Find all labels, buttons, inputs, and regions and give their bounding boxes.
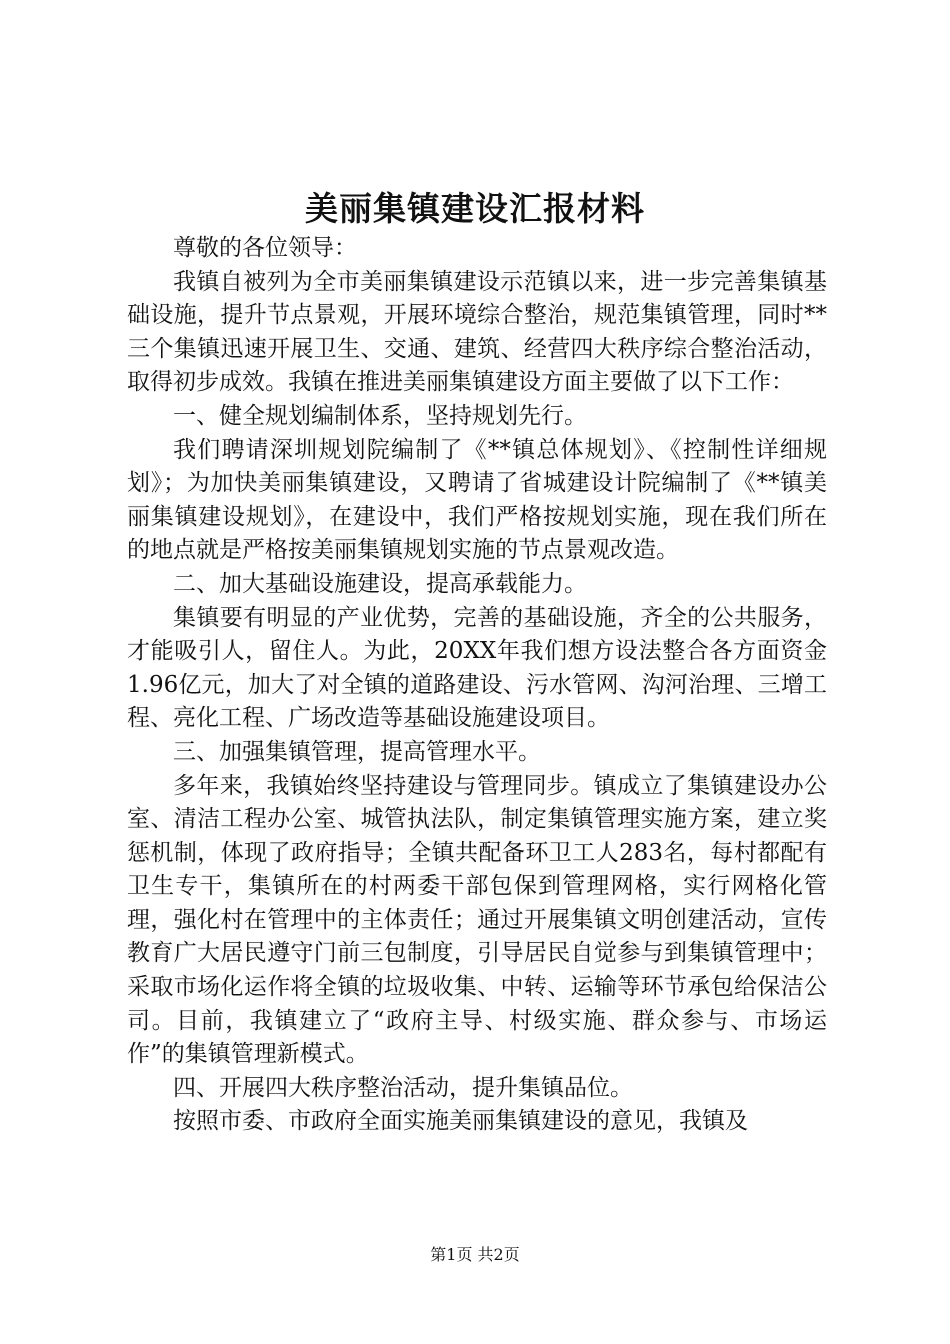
document-body [127, 232, 827, 1139]
document-title: 美丽集镇建设汇报材料 [305, 189, 645, 228]
section-heading-4: 四、开展四大秩序整治活动，提升集镇品位。 [173, 1074, 633, 1101]
section-paragraph-4: 按照市委、市政府全面实施美丽集镇建设的意见，我镇及 [173, 1108, 748, 1135]
section-heading-3: 三、加强集镇管理，提高管理水平。 [173, 738, 541, 765]
intro-paragraph: 我镇自被列为全市美丽集镇建设示范镇以来，进一步完善集镇基础设施，提升节点景观，开展环境综合整治，规范集镇管理，同时**三个集镇迅速开展卫生、交通、建筑、经营四大秩序综合整治活动，取得初步成效。我镇在推进美丽集镇建设方面主要做了以下工作： [127, 268, 827, 396]
section-paragraph-3: 多年来，我镇始终坚持建设与管理同步。镇成立了集镇建设办公室、清洁工程办公室、城管执法队，制定集镇管理实施方案，建立奖惩机制，体现了政府指导；全镇共配备环卫工人283名，每村都配有卫生专干，集镇所在的村两委干部包保到管理网格，实行网格化管理，强化村在管理中的主体责任；通过开展集镇文明创建活动，宣传教育广大居民遵守门前三包制度，引导居民自觉参与到集镇管理中；采取市场化运作将全镇的垃圾收集、中转、运输等环节承包给保洁公司。目前，我镇建立了“政府主导、村级实施、群众参与、市场运作”的集镇管理新模式。 [127, 772, 827, 1068]
page-footer: 第1页 共2页 [430, 1245, 520, 1264]
section-paragraph-2: 集镇要有明显的产业优势，完善的基础设施，齐全的公共服务，才能吸引人，留住人。为此，20XX年我们想方设法整合各方面资金1.96亿元，加大了对全镇的道路建设、污水管网、沟河治理、三增工程、亮化工程、广场改造等基础设施建设项目。 [127, 604, 827, 732]
section-heading-2: 二、加大基础设施建设，提高承载能力。 [173, 570, 587, 597]
section-heading-1: 一、健全规划编制体系，坚持规划先行。 [173, 402, 587, 429]
section-paragraph-1: 我们聘请深圳规划院编制了《**镇总体规划》、《控制性详细规划》；为加快美丽集镇建设，又聘请了省城建设计院编制了《**镇美丽集镇建设规划》，在建设中，我们严格按规划实施，现在我们所在的地点就是严格按美丽集镇规划实施的节点景观改造。 [127, 436, 827, 564]
salutation-paragraph: 尊敬的各位领导： [173, 235, 357, 261]
